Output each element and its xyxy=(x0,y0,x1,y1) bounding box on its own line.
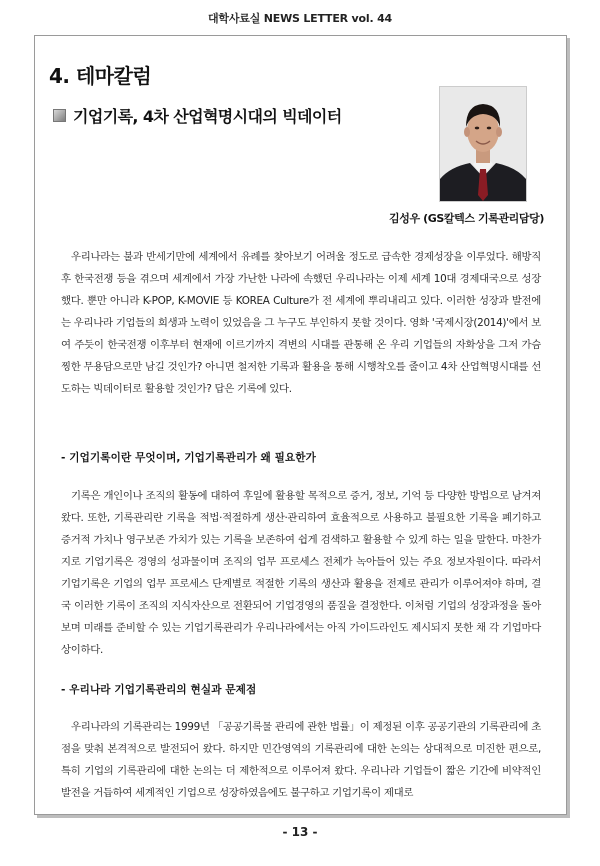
article-frame xyxy=(34,35,567,815)
article-title xyxy=(53,104,342,127)
section-title: 4. 테마칼럼 xyxy=(49,64,152,88)
newsletter-header: 대학사료실 NEWS LETTER vol. 44 xyxy=(208,12,392,25)
author-portrait-icon xyxy=(440,87,526,201)
body-paragraph: 우리나라는 불과 반세기만에 세계에서 유례를 찾아보기 어려울 정도로 급속한 경제성장을 이루었다. 해방직후 한국전쟁 등을 겪으며 세계에서 가장 가난한 나라에 속했던 우리나라는 이제 세계 10대 경제대국으로 성장했다. 뿐만 아니라 K-POP, K-MOVIE 등 KOREA Culture가 전 세계에 뿌리내리고 있다. 이러한 성장과 발전에는 우리나라 기업들의 희생과 노력이 있었음을 그 누구도 부인하지 못할 것이다. 영화 '국제시장(2014)'에서 보여 주듯이 한국전쟁 이후부터 현재에 이르기까지 격변의 시대를 관통해 온 우리 기업들의 자화상을 그저 가슴 찡한 무용담으로만 남길 것인가? 아니면 철저한 기록과 활용을 통해 시행착오를 줄이고 4차 산업혁명시대를 선도하는 빅데이터로 활용할 것인가? 답은 기록에 있다. xyxy=(61,251,541,395)
author-byline: 김성우 (GS칼텍스 기록관리담당) xyxy=(389,212,544,225)
subheading: - 기업기록이란 무엇이며, 기업기록관리가 왜 필요한가 xyxy=(61,452,316,464)
page-number: - 13 - xyxy=(282,825,318,839)
author-photo xyxy=(439,86,527,202)
body-paragraph: 기록은 개인이나 조직의 활동에 대하여 후일에 활용할 목적으로 증거, 정보, 기억 등 다양한 방법으로 남겨져 왔다. 또한, 기록관리란 기록을 적법·적절하게 생산·관리하여 효율적으로 사용하고 불필요한 기록을 폐기하고 증거적 가치나 영구보존 가치가 있는 기록을 보존하여 쉽게 검색하고 활용할 수 있게 하는 일을 말한다. 마찬가지로 기업기록은 경영의 성과물이며 조직의 업무 프로세스 전체가 녹아들어 있는 주요 정보자원이다. 따라서 기업기록은 기업의 업무 프로세스 단계별로 적절한 기록의 생산과 활용을 전제로 관리가 이루어져야 하며, 결국 이러한 기록이 조직의 지식자산으로 전환되어 기업경영의 품질을 결정한다. 이처럼 기업의 성장과정을 돌아보며 미래를 준비할 수 있는 기업기록관리가 우리나라에서는 아직 가이드라인도 제시되지 못한 채 각 기업마다 상이하다. xyxy=(61,490,541,656)
square-bullet-icon xyxy=(53,109,66,122)
article-title-text: 기업기록, 4차 산업혁명시대의 빅데이터 xyxy=(73,107,342,126)
body-paragraph: 우리나라의 기록관리는 1999년 「공공기록물 관리에 관한 법률」이 제정된 이후 공공기관의 기록관리에 초점을 맞춰 본격적으로 발전되어 왔다. 하지만 민간영역의 기록관리에 대한 논의는 상대적으로 미진한 편으로, 특히 기업의 기록관리에 대한 논의는 더 제한적으로 이루어져 왔다. 우리나라 기업들이 짧은 기간에 비약적인 발전을 거듭하여 세계적인 기업으로 성장하였음에도 불구하고 기업기록이 제대로 xyxy=(61,721,541,799)
subheading: - 우리나라 기업기록관리의 현실과 문제점 xyxy=(61,684,257,696)
